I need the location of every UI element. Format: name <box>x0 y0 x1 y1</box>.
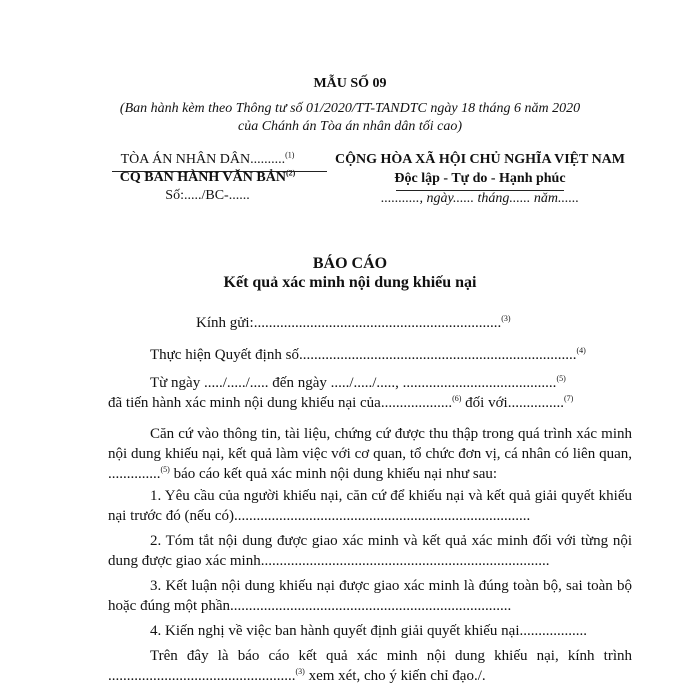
item-2-text: 2. Tóm tắt nội dung được giao xác minh và kết quả xác minh đối với từng nội dung được giao xác minh............................................................................. <box>108 533 632 569</box>
basis-paragraph <box>108 424 632 484</box>
period-text: Từ ngày ...../...../..... đến ngày ...../...../....., ......................................... <box>150 375 557 391</box>
verification-text-a: đã tiến hành xác minh nội dung khiếu nại của................... <box>108 395 453 411</box>
footnote-3: (3) <box>501 314 511 323</box>
issued-by-line-2: của Chánh án Tòa án nhân dân tối cao) <box>238 119 462 134</box>
footnote-closing: (3) <box>295 667 305 676</box>
basis-text-b: báo cáo kết quả xác minh nội dung khiếu nại như sau: <box>169 466 498 482</box>
item-1-text: 1. Yêu cầu của người khiếu nại, căn cứ để khiếu nại và kết quả giải quyết khiếu nại trước đó (nếu có)............................................................................... <box>108 488 632 524</box>
footnote-4: (4) <box>576 346 586 355</box>
footnote-1: (1) <box>285 150 295 160</box>
closing-text-a: Trên đây là báo cáo kết quả xác minh nội dung khiếu nại, kính trình .................................................. <box>108 648 632 684</box>
form-number: MẪU SỐ 09 <box>313 76 387 91</box>
footnote-6: (6) <box>452 394 462 403</box>
item-1 <box>108 486 632 526</box>
verification-text-b: đối với............... <box>461 395 564 411</box>
footnote-5: (5) <box>556 374 566 383</box>
footnote-basis: (5) <box>160 465 170 474</box>
decision-line <box>150 347 586 364</box>
closing-paragraph <box>108 646 632 686</box>
report-title: BÁO CÁO <box>312 255 388 272</box>
document-number: Số:...../BC-...... <box>165 188 250 203</box>
footnote-2: (2) <box>285 168 296 178</box>
national-motto: Độc lập - Tự do - Hạnh phúc <box>394 171 566 186</box>
recipient-line <box>196 315 511 332</box>
court-name-text: TÒA ÁN NHÂN DÂN.......... <box>120 152 286 167</box>
item-4 <box>108 621 632 641</box>
period-line <box>150 375 566 392</box>
country-name: CỘNG HÒA XÃ HỘI CHỦ NGHĨA VIỆT NAM <box>334 152 625 167</box>
item-3 <box>108 576 632 616</box>
issuing-agency-text: CQ BAN HÀNH VĂN BẢN <box>119 170 286 185</box>
footnote-7: (7) <box>563 394 574 403</box>
item-3-text: 3. Kết luận nội dung khiếu nại được giao xác minh là đúng toàn bộ, sai toàn bộ hoặc đúng một phần........................................................................... <box>108 578 632 614</box>
issued-by-line-1: (Ban hành kèm theo Thông tư số 01/2020/TT-TANDTC ngày 18 tháng 6 năm 2020 <box>119 101 581 116</box>
item-4-text: 4. Kiến nghị về việc ban hành quyết định giải quyết khiếu nại.................. <box>150 623 587 639</box>
verification-line <box>108 395 573 412</box>
item-2 <box>108 531 632 571</box>
report-subtitle: Kết quả xác minh nội dung khiếu nại <box>223 274 477 291</box>
basis-text-a: Căn cứ vào thông tin, tài liệu, chứng cứ được thu thập trong quá trình xác minh nội dung khiếu nại, kết quả làm việc với cơ quan, tổ chức đơn vị, cá nhân có liên quan, .............. <box>108 426 632 482</box>
issuing-agency <box>100 170 315 186</box>
recipient-text: Kính gửi:.................................................................. <box>196 315 502 331</box>
court-name <box>100 152 315 168</box>
date-line: ..........., ngày...... tháng...... năm...... <box>381 191 579 206</box>
decision-text: Thực hiện Quyết định số.......................................................................... <box>150 347 577 363</box>
agency-underline <box>112 171 327 172</box>
closing-text-b: xem xét, cho ý kiến chỉ đạo./. <box>304 668 486 684</box>
